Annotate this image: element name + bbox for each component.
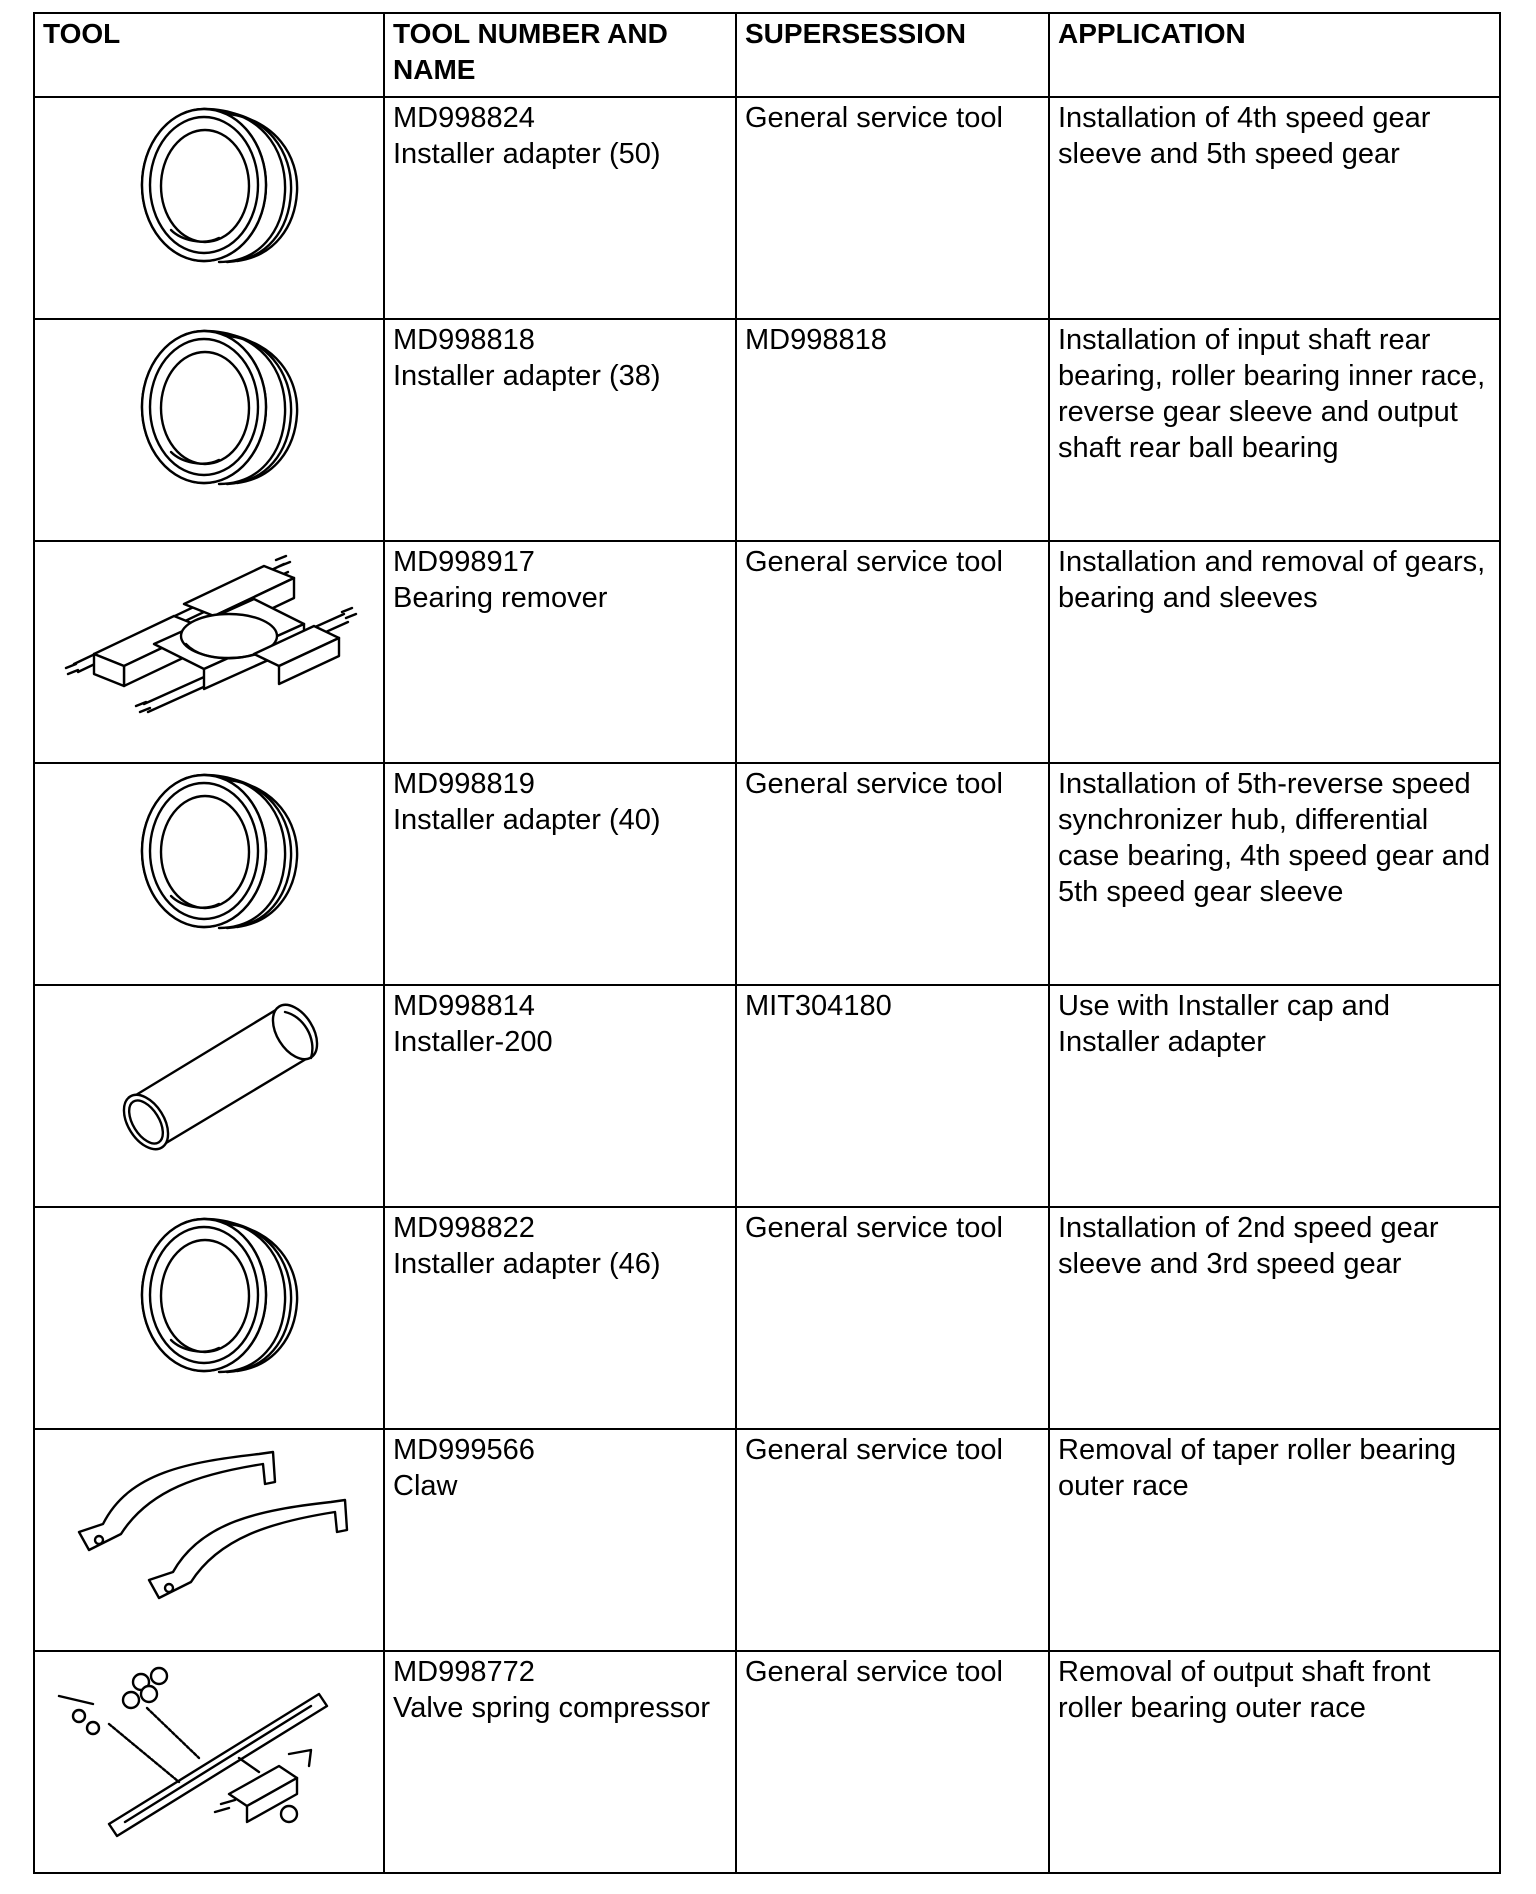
- table-row: [34, 319, 1500, 541]
- tool-name: Installer adapter (40): [393, 804, 661, 836]
- installer-adapter-ring-icon: [109, 766, 309, 941]
- supersession-cell: General service tool: [736, 1651, 1049, 1873]
- tool-name: Installer-200: [393, 1026, 553, 1058]
- application-cell: Installation of 4th speed gear sleeve and 5th speed gear: [1049, 97, 1500, 319]
- header-tool: TOOL: [34, 13, 384, 97]
- tool-image-cell: [34, 985, 384, 1207]
- supersession-cell: General service tool: [736, 763, 1049, 985]
- table-row: [34, 1429, 1500, 1651]
- installer-adapter-ring-icon: [109, 322, 309, 497]
- supersession-cell: MD998818: [736, 319, 1049, 541]
- header-tool-number-name: TOOL NUMBER AND NAME: [384, 13, 736, 97]
- installer-adapter-ring-icon: [109, 1210, 309, 1385]
- tool-number: MD998772: [393, 1656, 535, 1688]
- bearing-remover-icon: [54, 544, 364, 724]
- tool-image-cell: [34, 1207, 384, 1429]
- tool-name: Valve spring compressor: [393, 1692, 710, 1724]
- special-tools-table: [33, 12, 1501, 1874]
- application-cell: Removal of output shaft front roller bearing outer race: [1049, 1651, 1500, 1873]
- claw-icon: [59, 1432, 359, 1612]
- tool-image-cell: [34, 541, 384, 763]
- application-cell: Installation of 2nd speed gear sleeve and 3rd speed gear: [1049, 1207, 1500, 1429]
- tool-number-name-cell: [384, 541, 736, 763]
- tool-number-name-cell: [384, 1651, 736, 1873]
- tool-name: Installer adapter (46): [393, 1248, 661, 1280]
- tool-number: MD998819: [393, 768, 535, 800]
- application-cell: Installation of input shaft rear bearing, roller bearing inner race, reverse gear sleeve and output shaft rear ball bearing: [1049, 319, 1500, 541]
- application-cell: Installation of 5th-reverse speed synchronizer hub, differential case bearing, 4th speed gear and 5th speed gear sleeve: [1049, 763, 1500, 985]
- table-row: [34, 985, 1500, 1207]
- table-row: [34, 97, 1500, 319]
- application-cell: Installation and removal of gears, bearing and sleeves: [1049, 541, 1500, 763]
- table-row: [34, 1207, 1500, 1429]
- tool-image-cell: [34, 763, 384, 985]
- tool-name: Claw: [393, 1470, 458, 1502]
- supersession-cell: General service tool: [736, 97, 1049, 319]
- installer-adapter-ring-icon: [109, 100, 309, 275]
- tool-number-name-cell: [384, 985, 736, 1207]
- application-cell: Removal of taper roller bearing outer race: [1049, 1429, 1500, 1651]
- tool-number: MD998818: [393, 324, 535, 356]
- application-cell: Use with Installer cap and Installer adapter: [1049, 985, 1500, 1207]
- tool-image-cell: [34, 319, 384, 541]
- tool-image-cell: [34, 1429, 384, 1651]
- tool-number-name-cell: [384, 97, 736, 319]
- header-application: APPLICATION: [1049, 13, 1500, 97]
- tool-number: MD998814: [393, 990, 535, 1022]
- supersession-cell: MIT304180: [736, 985, 1049, 1207]
- supersession-cell: General service tool: [736, 1207, 1049, 1429]
- table-row: [34, 541, 1500, 763]
- header-supersession: SUPERSESSION: [736, 13, 1049, 97]
- supersession-cell: General service tool: [736, 541, 1049, 763]
- installer-tube-icon: [89, 988, 329, 1158]
- tool-number: MD998822: [393, 1212, 535, 1244]
- tool-number-name-cell: [384, 319, 736, 541]
- tool-image-cell: [34, 1651, 384, 1873]
- tool-number-name-cell: [384, 1207, 736, 1429]
- tool-number: MD999566: [393, 1434, 535, 1466]
- supersession-cell: General service tool: [736, 1429, 1049, 1651]
- tool-number-name-cell: [384, 763, 736, 985]
- tool-name: Installer adapter (50): [393, 138, 661, 170]
- tool-number: MD998824: [393, 102, 535, 134]
- tool-name: Bearing remover: [393, 582, 608, 614]
- tool-image-cell: [34, 97, 384, 319]
- header-row: [34, 13, 1500, 97]
- valve-spring-compressor-icon: [49, 1654, 369, 1844]
- table-row: [34, 1651, 1500, 1873]
- tool-name: Installer adapter (38): [393, 360, 661, 392]
- table-row: [34, 763, 1500, 985]
- tool-number-name-cell: [384, 1429, 736, 1651]
- tool-number: MD998917: [393, 546, 535, 578]
